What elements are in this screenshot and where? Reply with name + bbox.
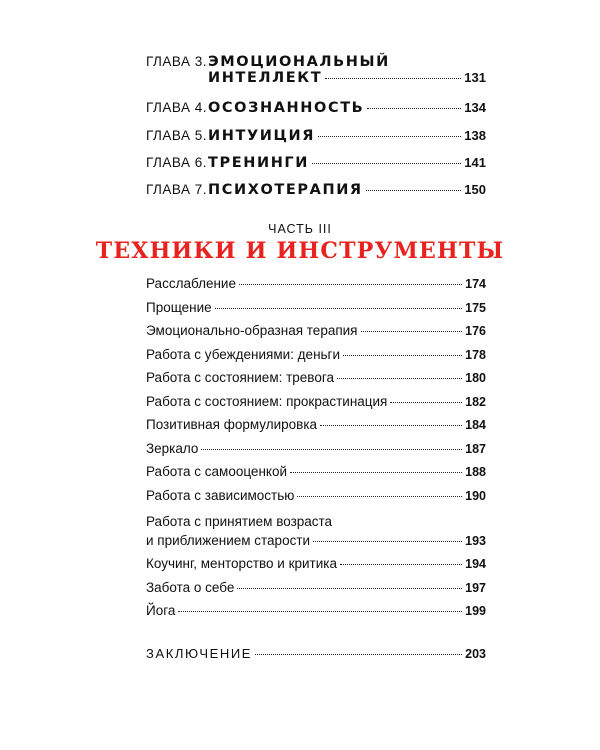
toc-item[interactable] (146, 441, 486, 456)
page-number: 175 (465, 301, 486, 315)
chapter-number: ГЛАВА 4. (146, 100, 207, 115)
dot-leader (337, 378, 462, 379)
toc-item[interactable] (146, 276, 486, 291)
toc-item[interactable] (146, 394, 486, 409)
chapter-title: ИНТУИЦИЯ (208, 128, 316, 144)
page-number: 180 (465, 371, 486, 385)
toc-item[interactable] (146, 603, 486, 618)
page-number: 182 (465, 395, 486, 409)
dot-leader (215, 308, 462, 309)
toc-chapter-5[interactable] (146, 128, 486, 144)
chapter-title: ТРЕНИНГИ (208, 155, 310, 171)
part-title: ТЕХНИКИ И ИНСТРУМЕНТЫ (95, 238, 505, 264)
toc-item[interactable] (146, 323, 486, 338)
dot-leader (340, 564, 462, 565)
dot-leader (313, 541, 462, 542)
dot-leader (178, 611, 462, 612)
item-title: Работа с состоянием: прокрастинация (146, 394, 388, 409)
item-title: Коучинг, менторство и критика (146, 556, 337, 571)
page-number: 187 (465, 442, 486, 456)
item-title: Работа с убеждениями: деньги (146, 347, 341, 362)
page-number: 150 (464, 182, 486, 197)
page-number: 178 (465, 348, 486, 362)
page-number: 131 (464, 70, 486, 85)
item-title: Работа с состоянием: тревога (146, 370, 334, 385)
page-number: 176 (465, 324, 486, 338)
chapter-title: ОСОЗНАННОСТЬ (208, 100, 365, 116)
item-title: Йога (146, 603, 176, 618)
page-number: 134 (464, 100, 486, 115)
toc-item[interactable] (146, 417, 486, 432)
page-number: 174 (465, 277, 486, 291)
page-number: 190 (465, 489, 486, 503)
item-title: Зеркало (146, 441, 199, 456)
toc-item[interactable] (146, 488, 486, 503)
toc-item[interactable] (146, 556, 486, 571)
dot-leader (318, 136, 461, 137)
toc-item[interactable] (146, 514, 486, 548)
item-title: Работа с принятием возраста (146, 514, 333, 529)
dot-leader (237, 588, 462, 589)
page-number: 197 (465, 581, 486, 595)
page-number: 184 (465, 418, 486, 432)
item-title: Позитивная формулировка (146, 417, 318, 432)
toc-chapter-7[interactable] (146, 182, 486, 198)
dot-leader (201, 449, 462, 450)
toc-item[interactable] (146, 464, 486, 479)
toc-item[interactable] (146, 370, 486, 385)
page-number: 141 (464, 155, 486, 170)
page-number: 199 (465, 604, 486, 618)
dot-leader (312, 163, 461, 164)
chapter-number: ГЛАВА 7. (146, 182, 207, 197)
chapter-title-continued: ИНТЕЛЛЕКТ (208, 70, 323, 86)
toc-item[interactable] (146, 300, 486, 315)
part-label: ЧАСТЬ III (268, 222, 332, 236)
conclusion-title: ЗАКЛЮЧЕНИЕ (146, 646, 253, 661)
item-title: Прощение (146, 300, 212, 315)
page-number: 193 (465, 534, 486, 548)
toc-chapter-4[interactable] (146, 100, 486, 116)
chapter-title: ЭМОЦИОНАЛЬНЫЙ (208, 54, 390, 70)
toc-chapter-6[interactable] (146, 155, 486, 171)
toc-chapter-3[interactable] (146, 54, 486, 86)
toc-conclusion[interactable] (146, 646, 486, 661)
page-number: 138 (464, 128, 486, 143)
dot-leader (290, 472, 462, 473)
item-title: Работа с самооценкой (146, 464, 288, 479)
page-number: 203 (465, 647, 486, 661)
item-title-continued: и приближением старости (146, 533, 311, 548)
item-title: Расслабление (146, 276, 236, 291)
chapter-number: ГЛАВА 5. (146, 128, 207, 143)
dot-leader (239, 284, 462, 285)
toc-item[interactable] (146, 580, 486, 595)
dot-leader (361, 331, 463, 332)
dot-leader (297, 496, 462, 497)
chapter-title: ПСИХОТЕРАПИЯ (208, 182, 363, 198)
page-number: 194 (465, 557, 486, 571)
item-title: Забота о себе (146, 580, 235, 595)
dot-leader (255, 654, 462, 655)
toc-item[interactable] (146, 347, 486, 362)
dot-leader (325, 78, 461, 79)
item-title: Работа с зависимостью (146, 488, 295, 503)
chapter-number: ГЛАВА 6. (146, 155, 207, 170)
dot-leader (320, 425, 462, 426)
chapter-number: ГЛАВА 3. (146, 54, 207, 69)
page-number: 188 (465, 465, 486, 479)
item-title: Эмоционально-образная терапия (146, 323, 358, 338)
dot-leader (343, 355, 462, 356)
dot-leader (367, 108, 461, 109)
dot-leader (390, 402, 462, 403)
dot-leader (366, 190, 462, 191)
